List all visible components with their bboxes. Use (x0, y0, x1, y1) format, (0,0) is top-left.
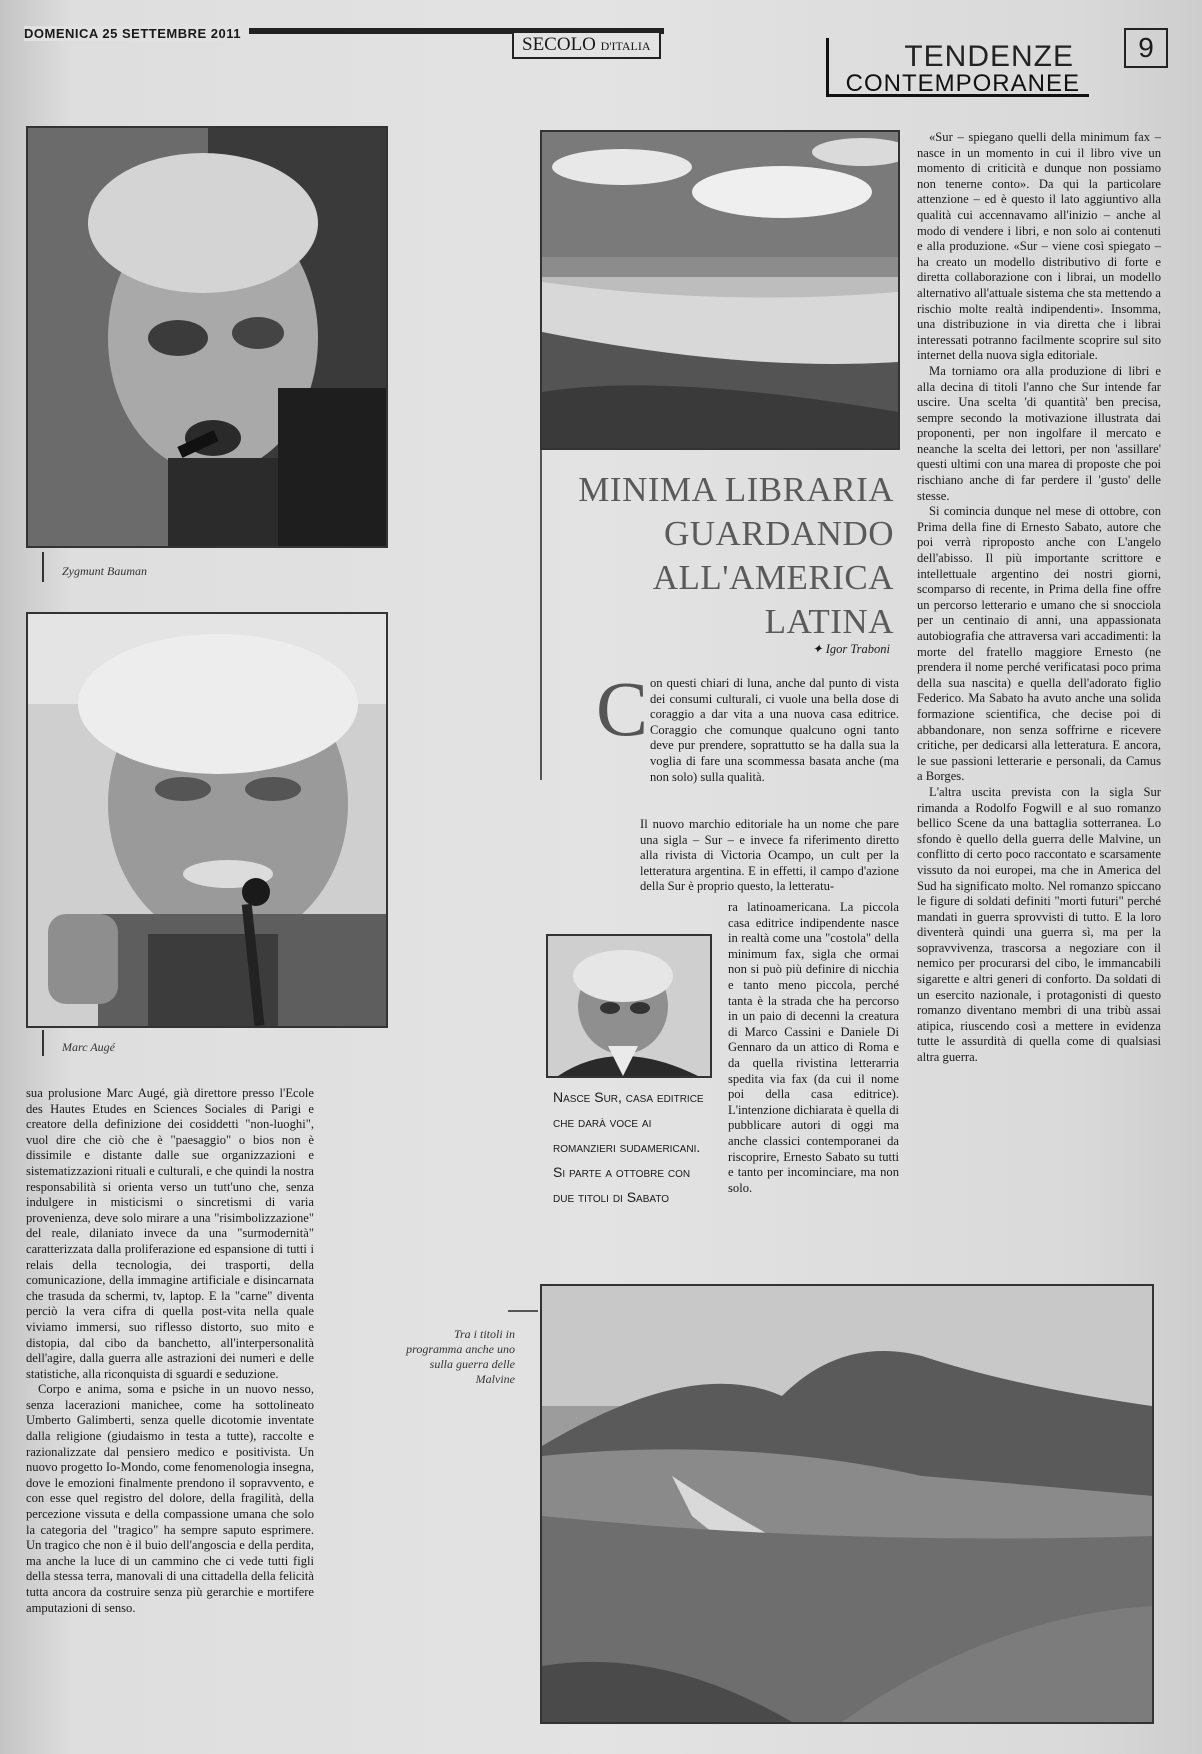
drop-cap: C (596, 665, 649, 752)
right-column-paragraph-3: Si comincia dunque nel mese di ottobre, con Prima della fine di Ernesto Sabato, autore che poi verrà riproposto anche con L'angelo dell'abisso. Il più importante scrittore e intellettuale argentino dei nostri giorni, scomparso di recente, in Prima della fine offre un percorso letterario e umano che si snocciola per un centinaio di anni, una appassionata autobiografia che attraversa vari accadimenti: la morte del fratello maggiore Ernesto (ne prendera il nome perché verificatasi poco prima della sua nascita) e quella dell'adorato figlio Federico. Ma Sabato ha avuto anche una solida formazione scientifica, che decise poi di abbandonare, non senza soffrirne e ricevere critiche, per dedicarsi alla letteratura. E ancora, le sue passioni letterarie e personali, da Camus a Borges. (917, 504, 1161, 784)
malvine-landscape-image (542, 1286, 1152, 1722)
right-column-paragraph-1: «Sur – spiegano quelli della minimum fax – nasce in un momento in cui il libro vive un momento di criticità e dunque non possiamo non tenerne conto». Da qui la particolare attenzione – ed è questo il lato aggiuntivo alla qualità cui accennavamo all'inizio – anche al modo di vendere i libri, e non solo ai contenuti e alla produzione. «Sur – viene così spiegato – ha creato un modello distributivo di forte e diretta collaborazione con i librai, un modello alternativo all'attuale sistema che sta mettendo a rischio molte realtà indipendenti». Insomma, una distribuzione in via diretta che i librai interessati potranno facilmente scoprire sul sito internet della nuova sigla editoriale. (917, 130, 1161, 363)
sabato-photo (546, 934, 712, 1078)
paper-name (512, 33, 661, 59)
malvine-caption: Tra i titoli in programma anche uno sulla guerra delle Malvine (406, 1327, 515, 1386)
bauman-photo (26, 126, 388, 548)
left-article-paragraph-2: Corpo e anima, soma e psiche in un nuovo nesso, senza lacerazioni manichee, come ha sottolineato Umberto Galimberti, senza quelle dicotomie inventate dalla religione (giudaismo in testa a tutte), raccolte e razionalizzate dal pensiero medico e positivista. Un nuovo progetto Io-Mondo, come fenomenologia insegna, dove le emozioni finalmente prendono il sopravvento, e con esse quel registro del dolore, della fragilità, della percezione vissuta e della compassione umana che solo la categoria del "tragico" ha sempre saputo esprimere. Un tragico che non è il buio dell'angoscia e della perdita, ma anche la luce di un cammino che ci vede tutti figli della stessa terra, manovali di una cittadella della felicità tutta ancora da costruire senza più gerarchie e mortifere amputazioni di senso. (26, 1382, 314, 1615)
article-byline: ✦ Igor Traboni (812, 642, 890, 656)
auge-portrait-image (28, 614, 386, 1026)
section-title-line1: TENDENZE (904, 40, 1074, 73)
left-article-paragraph-1: sua prolusione Marc Augé, già direttore presso l'Ecole des Hautes Etudes en Sciences Sociales di Parigi e creatore della definizione dei cosiddetti "non-luoghi", vuol dire che ciò che è "paesaggio" o bios non è dissimile e distante dalle sue organizzazioni e sistematizzazioni rituali e culturali, e che quindi la nostra responsabilità si orienta verso un tutt'uno che, senza indulgere in misticismi o sincretismi di varia provenienza, deve solo mirare a una "risimbolizzazione" del reale, dilaniato invece da una "surmodernità" caratterizzata dalla proliferazione ed espansione di tutti i relais della tecnologia, dei trasporti, della comunicazione, della immagine artificiale e disincarnata che trasuda da schermi, tv, laptop. E la "carne" diventa perciò la vera cifra di quella post-vita nella quale viviamo immersi, suo riflesso distorto, suo mito e distopia, dal cibo da banchetto, all'interpersonalità dell'agire, dalla guerra alle astrazioni dei numeri e delle statistiche, alla riconquista di sguardi e seduzione. (26, 1086, 314, 1381)
auge-caption-bar (42, 1030, 44, 1056)
headline-line-3: ALL'AMERICA LATINA (652, 558, 894, 641)
article-lead-narrow: ra latinoamericana. La piccola casa editrice indipendente nasce in realtà come una "costola" della minimum fax, sigla che ormai non si può più definire di nicchia e tanto meno piccola, perché tanta è la strada che ha percorso in un paio di decenni la creatura di Marco Cassini e Daniele Di Gennaro da un attico di Roma e da quella rivistina letterarria spedita via fax (da cui il nome poi della casa editrice). L'intenzione dichiarata è quella di pubblicare autori di oggi ma anche classici contemporanei da riscoprire, Ernesto Sabato su tutti e tanto per incominciare, ma non solo. (728, 900, 899, 1195)
auge-caption: Marc Augé (62, 1040, 115, 1054)
article-lead-continued: Il nuovo marchio editoriale ha un nome che pare una sigla – Sur – e invece fa riferimento diretto alla rivista di Victoria Ocampo, un cult per la letteratura argentina. E in effetti, il campo d'azione della Sur è proprio questo, la letteratu- (640, 817, 899, 894)
left-article-column (26, 1086, 314, 1616)
sabato-portrait-image (548, 936, 710, 1076)
headline-line-2: GUARDANDO (663, 514, 894, 553)
beach-photo (540, 130, 900, 450)
auge-photo (26, 612, 388, 1028)
issue-date: DOMENICA 25 SETTEMBRE 2011 (24, 26, 249, 41)
malvine-photo (540, 1284, 1154, 1724)
paper-name-suffix: D'ITALIA (600, 39, 651, 53)
beach-landscape-image (542, 132, 898, 448)
right-column-paragraph-4: L'altra uscita prevista con la sigla Sur rimanda a Rodolfo Fogwill e al suo romanzo bellico Scene da una battaglia sotterranea. Lo sfondo è quello della guerra delle Malvine, un conflitto di certo poco raccontato e scarsamente vissuto da noi europei, ma che in America del Sud ha significato molto. Nel romanzo spiccano le figure di soldati definiti "morti futuri" perché mandati in guerra sprovvisti di tutto. E la loro diventerà quindi una guerra sì, ma per la sopravvivenza, trascorsa a negoziare con il nemico per procurarsi del cibo, le immancabili sigarette e altri generi di conforto. Da soldati di un esercito nazionale, i protagonisti di questo romanzo diventano membri di una tribù assai atipica, riuscendo così a mettere in evidenza tutte le assurdità di quella come di qualsiasi altra guerra. (917, 784, 1161, 1065)
section-title-line2: CONTEMPORANEE (845, 70, 1080, 97)
headline-rule (540, 450, 542, 780)
malvine-caption-rule (508, 1310, 538, 1312)
right-column-paragraph-2: Ma torniamo ora alla produzione di libri e alla decina di titoli l'anno che Sur intende far uscire. Una scelta 'di quantità' ben precisa, sempre secondo la motivazione illustrata dai proponenti, per non ingolfare il mercato e neanche la scelta dei lettori, per non 'assillare' questi ultimi con una marea di proposte che poi rischiano anche di far perdere il 'gusto' delle stesse. (917, 363, 1161, 503)
pull-quote: Nasce Sur, casa editrice che darà voce ai romanzieri sudamericani. Si parte a ottobre con due titoli di Sabato (553, 1089, 704, 1205)
article-headline (556, 468, 894, 644)
bauman-caption-bar (42, 552, 44, 582)
page-number: 9 (1124, 28, 1168, 68)
right-article-column (917, 130, 1161, 1066)
bauman-portrait-image (28, 128, 386, 546)
headline-line-1: MINIMA LIBRARIA (578, 470, 894, 509)
bauman-caption: Zygmunt Bauman (62, 564, 147, 578)
article-lead: on questi chiari di luna, anche dal punto di vista dei consumi culturali, ci vuole una bella dose di coraggio a dar vita a una nuova casa editrice. Coraggio che comunque qualcuno ogni tanto deve pur prendere, soprattutto se ha dalla sua la voglia di fare una scommessa basata anche (ma non solo) sulla qualità. (650, 676, 899, 784)
paper-name-main: SECOLO (522, 34, 596, 55)
